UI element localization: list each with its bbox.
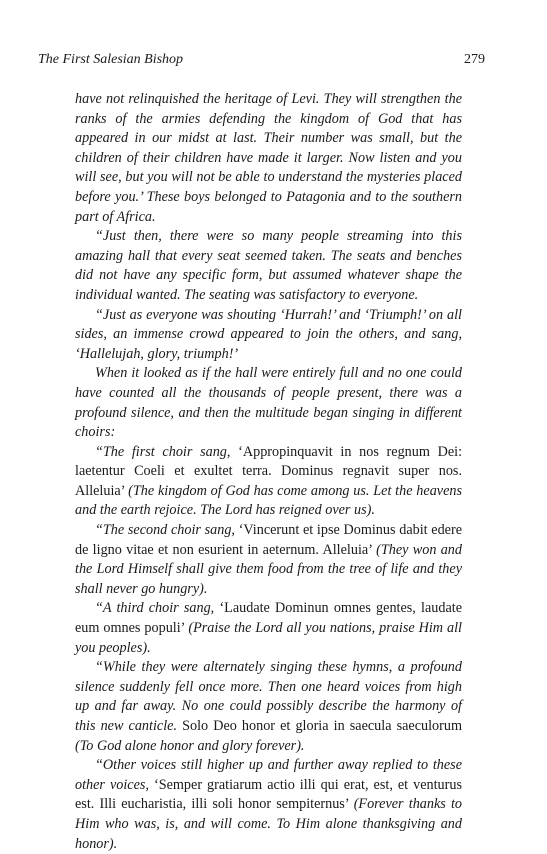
translation-text: (Praise the Lord all you nations, praise Him all you peoples). (75, 620, 463, 656)
narration-text: “A third choir sang, (95, 600, 215, 617)
paragraph (75, 599, 462, 658)
page-header (38, 52, 485, 72)
narration-text: “The first choir sang, (95, 443, 231, 460)
latin-text: ‘Vincerunt et ipse Dominus dabit edere de ligno vitae et non esurient in aeternum. Alleluia’ (75, 522, 462, 558)
paragraph (75, 521, 462, 599)
running-title: The First Salesian Bishop (38, 52, 184, 67)
paragraph (75, 756, 462, 854)
translation-text: (Forever thanks to Him who was, is, and will come. To Him alone thanksgiving and honor). (75, 796, 463, 852)
translation-text: (To God alone honor and glory forever). (75, 737, 305, 754)
latin-text: Solo Deo honor et gloria in saecula saeculorum (182, 718, 463, 734)
paragraph: “Just then, there were so many people streaming into this amazing hall that every seat seemed taken. The seats and benches did not have any specific form, but assumed whatever shape the individual wanted. The seating was satisfactory to everyone. (75, 228, 462, 303)
page-number: 279 (464, 52, 485, 67)
translation-text: (The kingdom of God has come among us. Let the heavens and the earth rejoice. The Lord has reigned over us). (75, 482, 462, 519)
narration-text: “The second choir sang, (95, 522, 235, 539)
translation-text: (They won and the Lord Himself shall give them food from the tree of life and they shall never go hungry). (75, 541, 462, 597)
narration-text: “While they were alternately singing these hymns, a profound silence suddenly fell once more. Then one heard voices from high up and far away. No one could possibly describe the harmony of this new canticle. (75, 659, 462, 734)
narration-text: “Other voices still higher up and further away replied to these other voices, (75, 757, 462, 793)
paragraph: “Just as everyone was shouting ‘Hurrah!’ and ‘Triumph!’ on all sides, an immense crowd appeared to join the others, and sang, ‘Hallelujah, glory, triumph!’ (75, 306, 462, 362)
latin-text: ‘Semper gratiarum actio illi qui erat, est, et venturus est. Illi eucharistia, illi soli honor sempiternus’ (75, 776, 462, 813)
body-text (75, 90, 462, 854)
paragraph (75, 658, 462, 756)
paragraph (75, 443, 462, 521)
paragraph: When it looked as if the hall were entirely full and no one could have counted all the thousands of people present, there was a profound silence, and then the multitude began singing in different choirs: (75, 365, 462, 441)
latin-text: ‘Laudate Dominun omnes gentes, laudate eum omnes populi’ (75, 600, 462, 637)
paragraph: have not relinquished the heritage of Levi. They will strengthen the ranks of the armies defending the kingdom of God that has appeared in our midst at last. Their number was small, but the children of their children have made it larger. Now listen and you will see, but you will not be able to understand the mysteries placed before you.’ These boys belonged to Patagonia and to the southern part of Africa. (75, 91, 462, 225)
latin-text: ‘Appropinquavit in nos regnum Dei: laetentur Coeli et exultet terra. Dominus regnavit super nos. Alleluia’ (75, 443, 463, 499)
